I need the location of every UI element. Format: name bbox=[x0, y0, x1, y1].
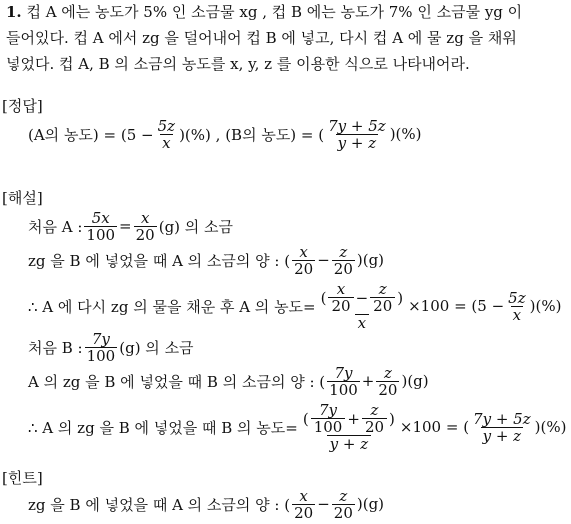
answer-a-num: 5z bbox=[157, 116, 176, 135]
exp-l1-f2-den: 20 bbox=[135, 225, 155, 244]
exp-l1-f2-num: x bbox=[140, 208, 150, 227]
exp-l6-in-frac1 bbox=[311, 402, 346, 435]
explanation-line-6 bbox=[28, 396, 566, 458]
exp-l6-r-den: y + z bbox=[482, 426, 522, 445]
exp-l1-post: (g) 의 소금 bbox=[158, 217, 234, 236]
exp-l2-f2-num: z bbox=[339, 242, 348, 261]
hint-frac2 bbox=[332, 488, 355, 521]
exp-l4-f-num: 7y bbox=[91, 329, 110, 348]
answer-formula bbox=[28, 112, 422, 156]
exp-l5-plus: + bbox=[361, 372, 375, 390]
answer-b-fraction bbox=[326, 118, 388, 151]
exp-l6-in1-num: 7y bbox=[319, 401, 338, 419]
exp-l5-pre: A 의 zg 을 B 에 넣었을 때 B 의 소금의 양 : ( bbox=[28, 372, 326, 391]
exp-l3-result-frac bbox=[506, 290, 527, 323]
problem-text-3: 넣었다. 컵 A, B 의 소금의 농도를 x, y, z 를 이용한 식으로 나타내어라. bbox=[6, 55, 470, 73]
exp-l6-in-frac2 bbox=[362, 402, 387, 435]
exp-l6-in-plus: + bbox=[347, 409, 360, 428]
hint-pre: zg 을 B 에 넣었을 때 A 의 소금의 양 : ( bbox=[28, 495, 291, 514]
exp-l3-in1-num: x bbox=[336, 280, 346, 298]
exp-l3-in-frac2 bbox=[370, 281, 395, 314]
exp-l3-post: )(%) bbox=[529, 297, 562, 315]
exp-l1-eq: = bbox=[119, 217, 132, 235]
exp-l5-frac2 bbox=[376, 365, 399, 398]
exp-l3-r-num: 5z bbox=[508, 288, 526, 307]
exp-l5-f2-num: z bbox=[383, 363, 392, 382]
hint-frac1 bbox=[292, 488, 315, 521]
exp-l1-f1-den: 100 bbox=[86, 225, 116, 244]
exp-l5-post: )(g) bbox=[401, 372, 429, 390]
exp-l6-compound-frac bbox=[300, 402, 398, 452]
exp-l2-pre: zg 을 B 에 넣었을 때 A 의 소금의 양 : ( bbox=[28, 251, 291, 270]
exp-l3-in-frac1 bbox=[328, 281, 353, 314]
exp-l6-in1-den: 100 bbox=[311, 418, 346, 435]
exp-l5-f1-den: 100 bbox=[329, 380, 358, 399]
exp-l6-r-num: 7y + 5z bbox=[473, 409, 531, 428]
exp-l6-den: y + z bbox=[327, 435, 371, 452]
exp-l5-f1-num: 7y bbox=[334, 363, 353, 382]
exp-l6-compound-num: ( $\frac{7y}{100}$ + $\frac{z}{20}$ ) bbox=[302, 401, 395, 436]
exp-l2-f1-num: x bbox=[299, 242, 308, 261]
hint-post: )(g) bbox=[356, 495, 385, 513]
problem-number: 1. bbox=[6, 3, 22, 21]
answer-heading: [정답] bbox=[2, 97, 43, 115]
exp-l6-in2-num: z bbox=[370, 401, 379, 419]
exp-l6-post: )(%) bbox=[534, 418, 567, 436]
exp-l1-pre: 처음 A : bbox=[28, 217, 83, 236]
problem-line-1 bbox=[6, 2, 522, 22]
exp-l1-frac2 bbox=[134, 210, 157, 243]
exp-l3-in2-den: 20 bbox=[370, 297, 395, 314]
explanation-heading: [해설] bbox=[2, 189, 43, 207]
hint-f1-num: x bbox=[299, 486, 308, 505]
hint-f2-den: 20 bbox=[333, 503, 353, 522]
hint-minus: − bbox=[317, 495, 330, 513]
exp-l4-f-den: 100 bbox=[86, 346, 116, 365]
hint-line bbox=[28, 484, 384, 524]
exp-l3-in2-num: z bbox=[378, 280, 387, 298]
problem-text-2: 들어있다. 컵 A 에서 zg 을 덜어내어 컵 B 에 넣고, 다시 컵 A 에 물 zg 을 채워 bbox=[6, 29, 517, 47]
exp-l4-post: (g) 의 소금 bbox=[119, 338, 194, 357]
exp-l6-in2-den: 20 bbox=[362, 418, 387, 435]
exp-l3-in-minus: − bbox=[355, 288, 369, 307]
exp-l3-den: x bbox=[355, 314, 369, 331]
exp-l5-frac1 bbox=[327, 365, 360, 398]
answer-a-den: x bbox=[162, 133, 171, 152]
exp-l2-frac1 bbox=[292, 244, 315, 277]
hint-f1-den: 20 bbox=[294, 503, 314, 522]
explanation-line-2 bbox=[28, 240, 384, 280]
exp-l4-frac bbox=[85, 331, 118, 364]
exp-l1-f1-num: 5x bbox=[91, 208, 110, 227]
problem-text-1: 컵 A 에는 농도가 5% 인 소금물 xg , 컵 B 에는 농도가 7% 인 소금물 yg 이 bbox=[26, 3, 523, 21]
exp-l3-mid: ×100 = (5 − bbox=[408, 297, 505, 315]
answer-b-tail: )(%) bbox=[389, 125, 422, 143]
exp-l3-in1-den: 20 bbox=[328, 297, 353, 314]
exp-l3-pre: ∴ A 에 다시 zg 의 물을 채운 후 A 의 농도= bbox=[28, 297, 316, 316]
exp-l4-pre: 처음 B : bbox=[28, 338, 83, 357]
exp-l2-f1-den: 20 bbox=[294, 259, 314, 278]
exp-l3-compound-frac bbox=[318, 281, 406, 331]
exp-l5-f2-den: 20 bbox=[378, 380, 398, 399]
answer-b-den: y + z bbox=[337, 133, 377, 152]
exp-l6-pre: ∴ A 의 zg 을 B 에 넣었을 때 B 의 농도= bbox=[28, 418, 298, 437]
answer-a-fraction bbox=[156, 118, 177, 151]
hint-heading: [힌트] bbox=[2, 469, 43, 487]
exp-l3-r-den: x bbox=[512, 305, 522, 324]
exp-l6-result-frac bbox=[471, 411, 533, 444]
exp-l3-compound-num: ( $\frac{x}{20}$ − $\frac{z}{20}$ ) bbox=[320, 280, 404, 315]
problem-line-2 bbox=[6, 28, 517, 48]
answer-a-tail: )(%) , (B의 농도) = ( bbox=[179, 125, 325, 144]
exp-l2-f2-den: 20 bbox=[333, 259, 353, 278]
hint-f2-num: z bbox=[339, 486, 348, 505]
exp-l2-frac2 bbox=[332, 244, 355, 277]
exp-l2-post: )(g) bbox=[356, 251, 385, 269]
answer-b-num: 7y + 5z bbox=[328, 116, 386, 135]
exp-l2-minus: − bbox=[317, 251, 330, 269]
problem-line-3 bbox=[6, 54, 470, 74]
exp-l1-frac1 bbox=[84, 210, 117, 243]
exp-l6-mid: ×100 = ( bbox=[399, 418, 470, 436]
answer-a-label: (A의 농도) = (5 − bbox=[28, 125, 154, 144]
